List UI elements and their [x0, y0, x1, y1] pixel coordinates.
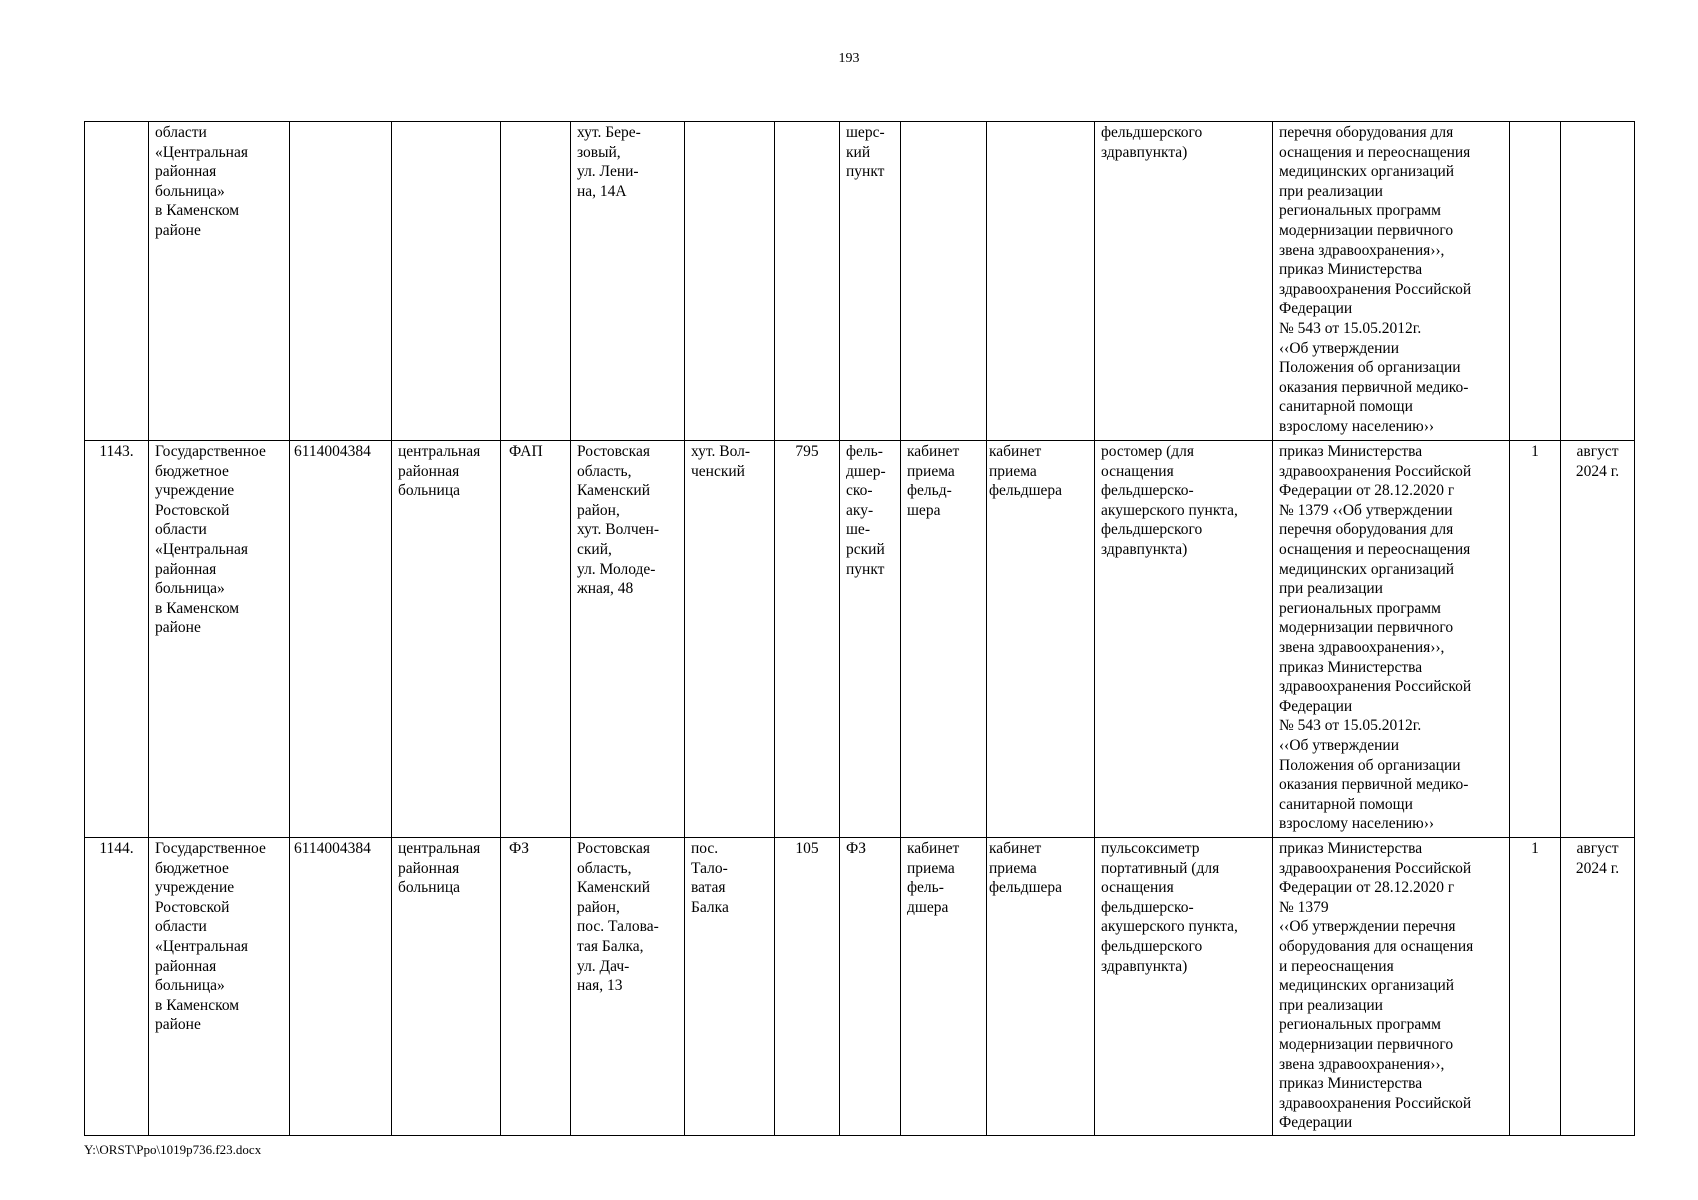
row-number-cell: [85, 122, 149, 441]
population-cell: [775, 122, 840, 441]
address-cell: Ростовская область, Каменский район, пос. Талова- тая Балка, ул. Дач- ная, 13: [571, 838, 685, 1136]
address-cell: Ростовская область, Каменский район, хут. Волчен- ский, ул. Молоде- жная, 48: [571, 441, 685, 838]
unit-name-cell: ФЗ: [840, 838, 901, 1136]
organization-kind-cell: центральная районная больница: [392, 441, 501, 838]
room-standard-cell: кабинет приема фельдшера: [987, 441, 1095, 838]
room-cell: кабинет приема фель- дшера: [901, 838, 987, 1136]
page-number: 193: [838, 51, 860, 66]
population-cell: 795: [775, 441, 840, 838]
organization-cell: Государственное бюджетное учреждение Ростовской области «Центральная районная больница» в Каменском районе: [149, 838, 290, 1136]
term-cell: [1561, 122, 1635, 441]
organization-cell: области «Центральная районная больница» в Каменском районе: [149, 122, 290, 441]
legal-basis-cell: приказ Министерства здравоохранения Российской Федерации от 28.12.2020 г № 1379 ‹‹Об утверждении перечня оборудования для оснащения и переоснащения медицинских организаций при реализации региональных программ модернизации первичного звена здравоохранения››, приказ Министерства здравоохранения Российской Федерации: [1273, 838, 1510, 1136]
footer-file-path: Y:\ORST\Ppo\1019p736.f23.docx: [84, 1142, 262, 1157]
unit-type-cell: ФЗ: [501, 838, 571, 1136]
organization-cell: Государственное бюджетное учреждение Ростовской области «Центральная районная больница» в Каменском районе: [149, 441, 290, 838]
unit-type-cell: [501, 122, 571, 441]
organization-kind-cell: центральная районная больница: [392, 838, 501, 1136]
equipment-cell: ростомер (для оснащения фельдшерско- акушерского пункта, фельдшерского здравпункта): [1095, 441, 1273, 838]
equipment-table: [84, 121, 1635, 1136]
population-cell: 105: [775, 838, 840, 1136]
equipment-cell: фельдшерского здравпункта): [1095, 122, 1273, 441]
unit-type-cell: ФАП: [501, 441, 571, 838]
room-standard-cell: [987, 122, 1095, 441]
table-row: [85, 122, 1635, 441]
quantity-cell: [1510, 122, 1561, 441]
table-row: [85, 838, 1635, 1136]
address-cell: хут. Бере- зовый, ул. Лени- на, 14А: [571, 122, 685, 441]
room-standard-cell: кабинет приема фельдшера: [987, 838, 1095, 1136]
inn-cell: [290, 122, 392, 441]
equipment-cell: пульсоксиметр портативный (для оснащения фельдшерско- акушерского пункта, фельдшерского здравпункта): [1095, 838, 1273, 1136]
quantity-cell: 1: [1510, 838, 1561, 1136]
settlement-cell: пос. Тало- ватая Балка: [685, 838, 775, 1136]
room-cell: [901, 122, 987, 441]
legal-basis-cell: приказ Министерства здравоохранения Российской Федерации от 28.12.2020 г № 1379 ‹‹Об утверждении перечня оборудования для оснащения и переоснащения медицинских организаций при реализации региональных программ модернизации первичного звена здравоохранения››, приказ Министерства здравоохранения Российской Федерации № 543 от 15.05.2012г. ‹‹Об утверждении Положения об организации оказания первичной медико- санитарной помощи взрослому населению››: [1273, 441, 1510, 838]
unit-name-cell: шерс- кий пункт: [840, 122, 901, 441]
settlement-cell: хут. Вол- ченский: [685, 441, 775, 838]
organization-kind-cell: [392, 122, 501, 441]
table-row: [85, 441, 1635, 838]
term-cell: август 2024 г.: [1561, 441, 1635, 838]
room-cell: кабинет приема фельд- шера: [901, 441, 987, 838]
quantity-cell: 1: [1510, 441, 1561, 838]
legal-basis-cell: перечня оборудования для оснащения и переоснащения медицинских организаций при реализации региональных программ модернизации первичного звена здравоохранения››, приказ Министерства здравоохранения Российской Федерации № 543 от 15.05.2012г. ‹‹Об утверждении Положения об организации оказания первичной медико- санитарной помощи взрослому населению››: [1273, 122, 1510, 441]
row-number-cell: 1144.: [85, 838, 149, 1136]
row-number-cell: 1143.: [85, 441, 149, 838]
inn-cell: 6114004384: [290, 441, 392, 838]
inn-cell: 6114004384: [290, 838, 392, 1136]
settlement-cell: [685, 122, 775, 441]
term-cell: август 2024 г.: [1561, 838, 1635, 1136]
unit-name-cell: фель- дшер- ско- аку- ше- рский пункт: [840, 441, 901, 838]
